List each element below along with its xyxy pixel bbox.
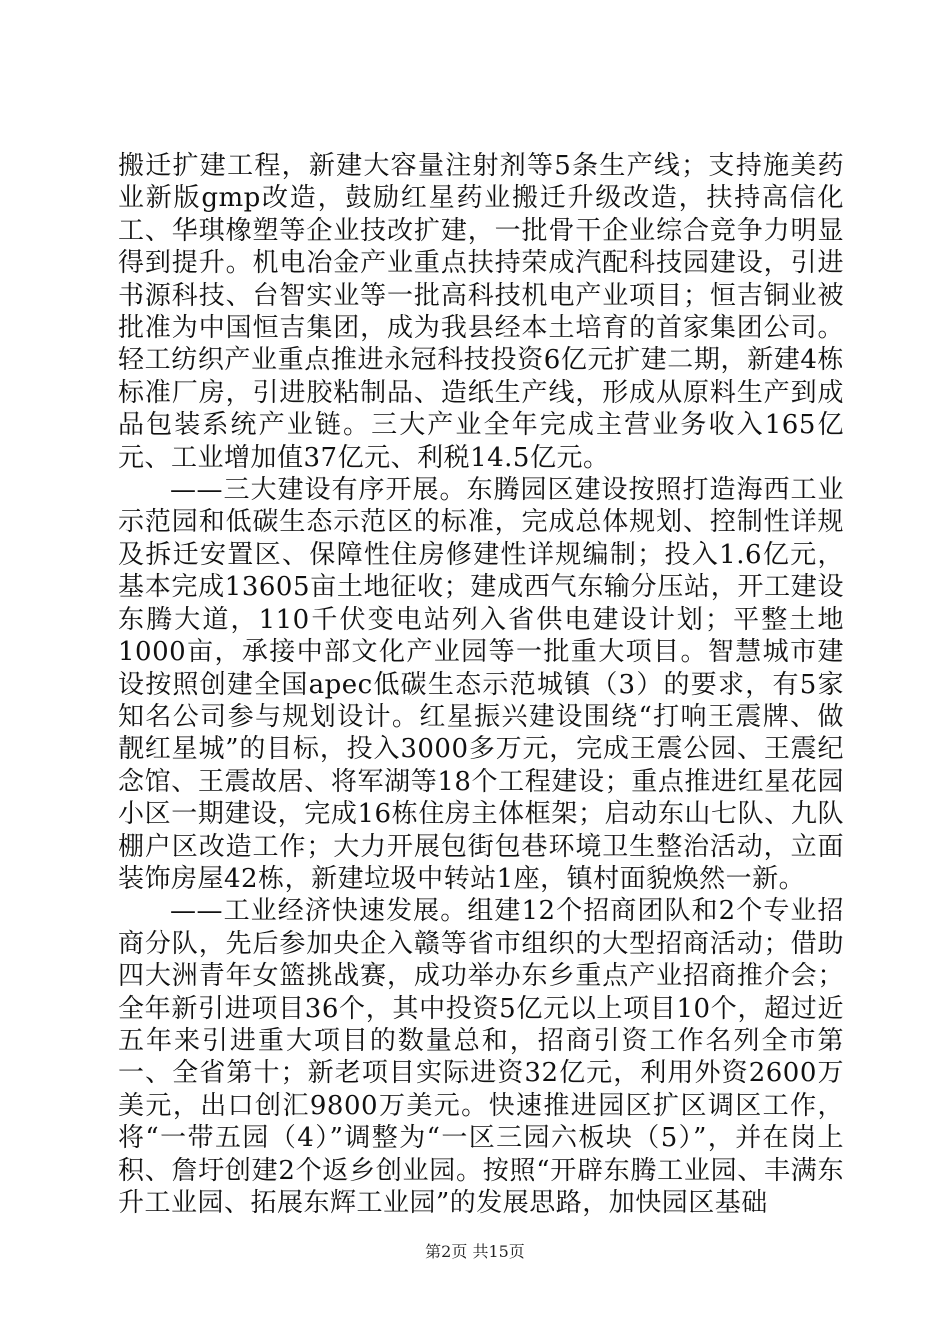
paragraph-2: ——三大建设有序开展。东腾园区建设按照打造海西工业示范园和低碳生态示范区的标准，完成总体规划、控制性详规及拆迁安置区、保障性住房修建性详规编制；投入1.6亿元，基本完成13605亩土地征收；建成西气东输分压站，开工建设东腾大道，110千伏变电站列入省供电建设计划；平整土地1000亩，承接中部文化产业园等一批重大项目。智慧城市建设按照创建全国apec低碳生态示范城镇（3）的要求，有5家知名公司参与规划设计。红星振兴建设围绕“打响王震牌、做靓红星城”的目标，投入3000多万元，完成王震公园、王震纪念馆、王震故居、将军湖等18个工程建设；重点推进红星花园小区一期建设，完成16栋住房主体框架；启动东山七队、九队棚户区改造工作；大力开展包街包巷环境卫生整治活动，立面装饰房屋42栋，新建垃圾中转站1座，镇村面貌焕然一新。 (118, 475, 844, 894)
page-footer: 第2页 共15页 (425, 1242, 525, 1261)
paragraph-3: ——工业经济快速发展。组建12个招商团队和2个专业招商分队，先后参加央企入赣等省市组织的大型招商活动；借助四大洲青年女篮挑战赛，成功举办东乡重点产业招商推介会；全年新引进项目36个，其中投资5亿元以上项目10个，超过近五年来引进重大项目的数量总和，招商引资工作名列全市第一、全省第十；新老项目实际进资32亿元，利用外资2600万美元，出口创汇9800万美元。快速推进园区扩区调区工作，将“一带五园（4）”调整为“一区三园六板块（5）”，并在岗上积、詹圩创建2个返乡创业园。按照“开辟东腾工业园、丰满东升工业园、拓展东辉工业园”的发展思路，加快园区基础 (118, 896, 844, 1218)
document-body (118, 150, 844, 1219)
paragraph-1: 搬迁扩建工程，新建大容量注射剂等5条生产线；支持施美药业新版gmp改造，鼓励红星药业搬迁升级改造，扶持高信化工、华琪橡塑等企业技改扩建，一批骨干企业综合竞争力明显得到提升。机电冶金产业重点扶持荣成汽配科技园建设，引进书源科技、台智实业等一批高科技机电产业项目；恒吉铜业被批准为中国恒吉集团，成为我县经本土培育的首家集团公司。轻工纺织产业重点推进永冠科技投资6亿元扩建二期，新建4栋标准厂房，引进胶粘制品、造纸生产线，形成从原料生产到成品包装系统产业链。三大产业全年完成主营业务收入165亿元、工业增加值37亿元、利税14.5亿元。 (118, 151, 844, 473)
